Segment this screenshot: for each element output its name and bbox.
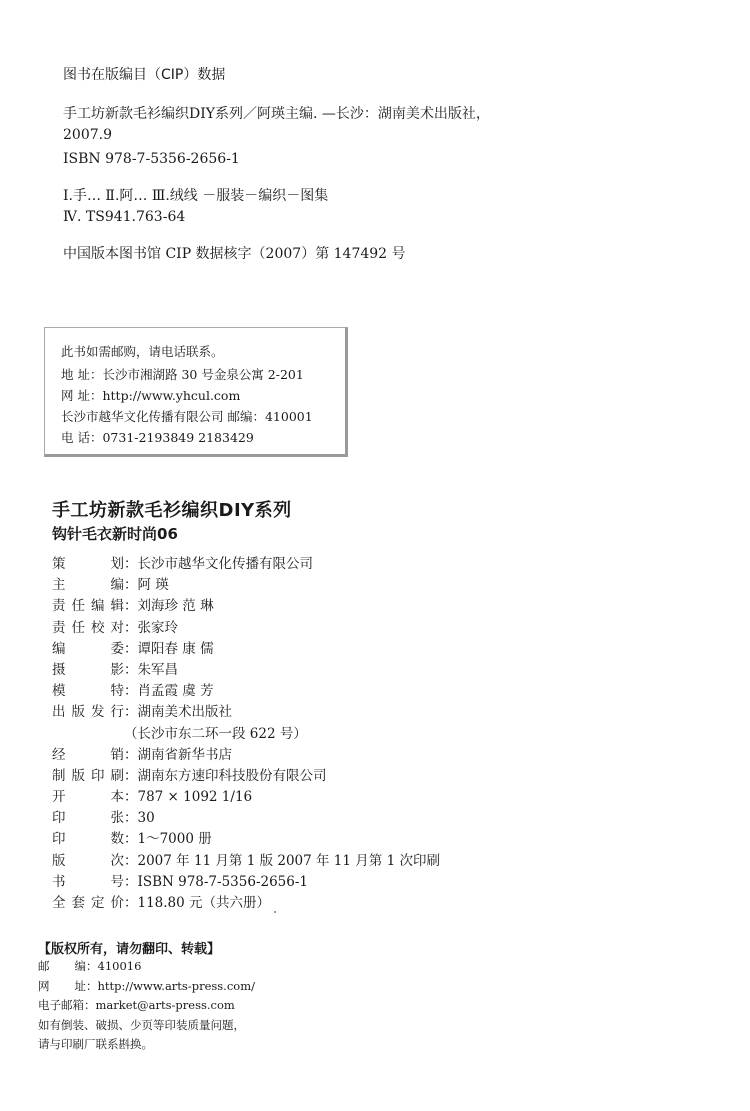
credit-key: 出版发行: [52, 704, 124, 721]
credit-row: [52, 891, 440, 912]
credit-value: ：长沙市越华文化传播有限公司: [124, 556, 313, 572]
publisher-website: [38, 978, 255, 998]
cip-line-isbn: ISBN 978-7-5356-2656-1: [63, 151, 240, 167]
credit-row: [52, 679, 440, 700]
publisher-info: [38, 958, 255, 1056]
rights-title: 【版权所有，请勿翻印、转载】: [38, 942, 221, 957]
credit-value: ：阿 瑛: [124, 577, 169, 594]
credit-row: [52, 722, 440, 743]
cip-line-category: Ⅳ. TS941.763-64: [63, 209, 186, 225]
credit-row: [52, 658, 440, 679]
mail-order-intro: 此书如需邮购，请电话联系。: [61, 344, 224, 359]
credit-key: 策划: [52, 556, 124, 572]
mail-order-website: 网 址：http://www.yhcul.com: [61, 388, 241, 403]
credit-key: 版次: [52, 852, 124, 869]
credit-key: [52, 722, 124, 743]
credit-value: ：ISBN 978-7-5356-2656-1: [124, 873, 309, 890]
credit-key: 开本: [52, 789, 124, 806]
credit-value: ：湖南美术出版社: [124, 704, 232, 721]
credit-value: ：湖南省新华书店: [124, 746, 232, 763]
cip-line-classification: Ⅰ.手… Ⅱ.阿… Ⅲ.绒线 －服装－编织－图集: [63, 188, 329, 204]
cip-title: 图书在版编目（CIP）数据: [63, 67, 226, 83]
credit-row: [52, 573, 440, 594]
credit-key: 全套定价: [52, 895, 124, 911]
publisher-email: [38, 997, 255, 1017]
credit-key: 制版印刷: [52, 767, 124, 784]
cip-line-series: 手工坊新款毛衫编织DIY系列／阿瑛主编. —长沙：湖南美术出版社，: [63, 106, 490, 122]
credit-key: 责任编辑: [52, 598, 124, 615]
credit-value: ：湖南东方速印科技股份有限公司: [124, 767, 327, 784]
credit-row: [52, 806, 440, 827]
publisher-email-value: ：market@arts-press.com: [84, 998, 235, 1012]
credit-row: [52, 616, 440, 637]
mail-order-company: 长沙市越华文化传播有限公司 邮编：410001: [61, 409, 313, 424]
credit-key: 印张: [52, 810, 124, 827]
credit-key: 经销: [52, 746, 124, 763]
credit-row: [52, 743, 440, 764]
credit-value: ：朱军昌: [124, 661, 178, 678]
credit-value: ：30: [124, 810, 155, 827]
credit-value: （长沙市东二环一段 622 号）: [124, 725, 307, 742]
credit-row: [52, 700, 440, 721]
quality-notice-1: 如有倒装、破损、少页等印装质量问题，: [38, 1017, 245, 1032]
credit-key: 责任校对: [52, 619, 124, 636]
credit-value: ：787 × 1092 1/16: [124, 789, 253, 806]
credit-value: ：肖孟霞 虞 芳: [124, 683, 214, 700]
credit-key: 摄影: [52, 661, 124, 678]
credit-row: [52, 827, 440, 848]
publisher-website-value: ：http://www.arts-press.com/: [86, 978, 255, 993]
publisher-postcode: [38, 958, 255, 978]
publisher-website-key: 网址: [38, 978, 86, 993]
credit-key: 书号: [52, 873, 124, 890]
cip-line-date: 2007.9: [63, 127, 112, 143]
credits-list: [52, 552, 440, 912]
mail-order-phone: 电 话：0731-2193849 2183429: [61, 430, 254, 445]
credit-key: 主编: [52, 577, 124, 594]
book-subtitle: 钩针毛衣新时尚06: [52, 525, 178, 543]
cip-line-record: 中国版本图书馆 CIP 数据核字（2007）第 147492 号: [63, 246, 406, 262]
credit-row: [52, 870, 440, 891]
publisher-postcode-value: ：410016: [86, 959, 142, 973]
credit-value: ：118.80 元（共六册）: [124, 895, 271, 911]
mail-order-address: 地 址：长沙市湘湖路 30 号金泉公寓 2-201: [61, 367, 304, 382]
credit-row: [52, 785, 440, 806]
publisher-email-key: 电子邮箱: [38, 998, 84, 1012]
credit-row: [52, 637, 440, 658]
credit-row: [52, 849, 440, 870]
mail-order-box: [44, 327, 348, 457]
credit-value: ：2007 年 11 月第 1 版 2007 年 11 月第 1 次印刷: [124, 852, 440, 869]
credit-value: ：谭阳春 康 儒: [124, 640, 214, 657]
credit-row: [52, 594, 440, 615]
credit-key: 模特: [52, 683, 124, 700]
credit-row: [52, 764, 440, 785]
credit-row: [52, 552, 440, 573]
quality-notice-2: 请与印刷厂联系斟换。: [38, 1037, 153, 1051]
book-series-title: 手工坊新款毛衫编织DIY系列: [52, 500, 292, 521]
credit-key: 编委: [52, 640, 124, 657]
credit-key: 印数: [52, 831, 124, 848]
credit-value: ：刘海珍 范 琳: [124, 598, 214, 615]
credit-value: ：张家玲: [124, 619, 178, 636]
print-speck: [274, 911, 276, 913]
credit-value: ：1～7000 册: [124, 831, 212, 848]
publisher-postcode-key: 邮编: [38, 959, 86, 973]
